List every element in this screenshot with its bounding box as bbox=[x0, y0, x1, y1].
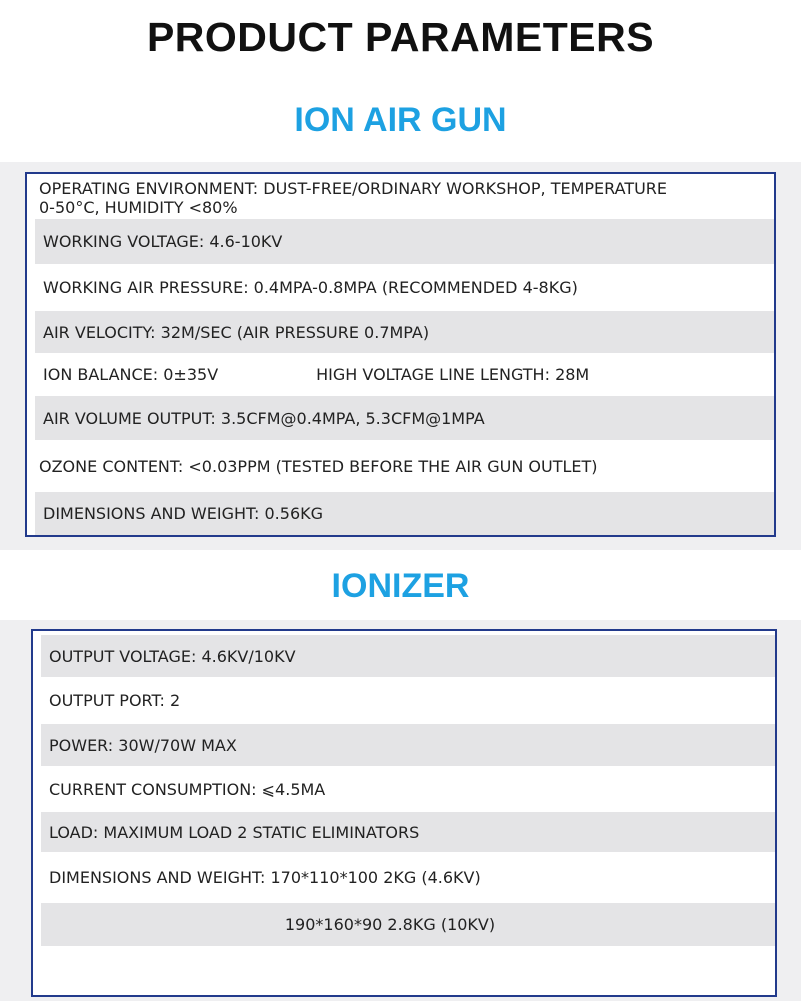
spec-row-ion-balance bbox=[35, 354, 774, 395]
spec-text-dimensions-weight-4-6kv: DIMENSIONS AND WEIGHT: 170*110*100 2KG (4.6KV) bbox=[49, 868, 481, 887]
spec-row-output-voltage bbox=[41, 635, 775, 677]
section-heading-ionizer: IONIZER bbox=[331, 567, 470, 605]
spec-text-operating-environment-line1: OPERATING ENVIRONMENT: DUST-FREE/ORDINARY WORKSHOP, TEMPERATURE bbox=[39, 179, 668, 198]
spec-text-ion-balance: ION BALANCE: 0±35V bbox=[43, 365, 219, 384]
spec-row-ozone-content bbox=[31, 441, 774, 491]
spec-row-air-velocity bbox=[35, 311, 774, 353]
spec-text-working-voltage: WORKING VOLTAGE: 4.6-10KV bbox=[43, 232, 283, 251]
spec-text-power: POWER: 30W/70W MAX bbox=[49, 735, 237, 755]
spec-row-dimensions-weight-4-6kv bbox=[41, 853, 775, 902]
spec-row-dimensions-weight bbox=[35, 492, 774, 535]
spec-row-dimensions-weight-10kv bbox=[41, 903, 775, 946]
spec-row-power bbox=[41, 724, 775, 766]
spec-text-operating-environment-line2: 0-50°C, HUMIDITY <80% bbox=[39, 198, 238, 217]
spec-text-ozone-content: OZONE CONTENT: <0.03PPM (TESTED BEFORE THE AIR GUN OUTLET) bbox=[39, 456, 598, 476]
ion-air-gun-table bbox=[25, 172, 776, 537]
spec-row-output-port bbox=[41, 678, 775, 723]
spec-text-air-volume-output: AIR VOLUME OUTPUT: 3.5CFM@0.4MPA, 5.3CFM@1MPA bbox=[43, 408, 485, 428]
spec-row-load bbox=[41, 812, 775, 852]
page-title: PRODUCT PARAMETERS bbox=[146, 14, 655, 60]
section-heading-ion-air-gun: ION AIR GUN bbox=[294, 101, 507, 139]
spec-row-current-consumption bbox=[41, 767, 775, 811]
spec-row-working-air-pressure bbox=[35, 265, 774, 310]
spec-row-working-voltage bbox=[35, 219, 774, 264]
spec-text-output-port: OUTPUT PORT: 2 bbox=[49, 691, 181, 710]
spec-row-operating-environment bbox=[31, 175, 774, 218]
spec-text-dimensions-weight-10kv: 190*160*90 2.8KG (10KV) bbox=[284, 915, 496, 934]
spec-text-dimensions-weight: DIMENSIONS AND WEIGHT: 0.56KG bbox=[43, 504, 324, 523]
spec-text-air-velocity: AIR VELOCITY: 32M/SEC (AIR PRESSURE 0.7MPA) bbox=[43, 322, 430, 342]
spec-text-high-voltage-line-length: HIGH VOLTAGE LINE LENGTH: 28M bbox=[316, 365, 590, 384]
spec-text-working-air-pressure: WORKING AIR PRESSURE: 0.4MPA-0.8MPA (RECOMMENDED 4-8KG) bbox=[43, 278, 578, 297]
ionizer-table bbox=[31, 629, 777, 997]
spec-text-current-consumption: CURRENT CONSUMPTION: ⩽4.5MA bbox=[49, 779, 326, 799]
spec-row-air-volume-output bbox=[35, 396, 774, 440]
spec-text-output-voltage: OUTPUT VOLTAGE: 4.6KV/10KV bbox=[49, 646, 296, 666]
spec-text-load: LOAD: MAXIMUM LOAD 2 STATIC ELIMINATORS bbox=[49, 822, 420, 842]
